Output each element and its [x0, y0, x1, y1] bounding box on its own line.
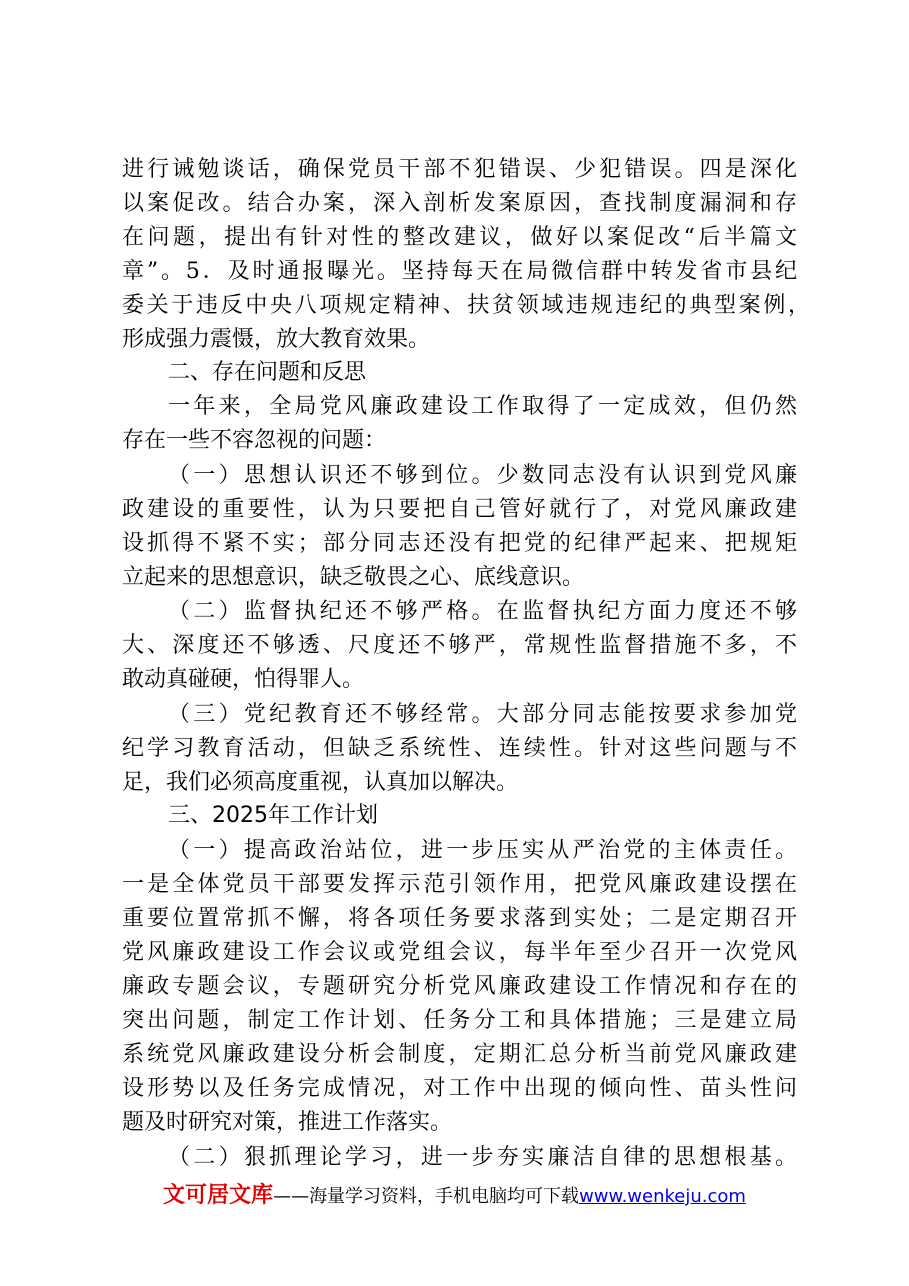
- text-line: 存在一些不容忽视的问题：: [122, 428, 387, 453]
- text-line: 纪学习教育活动，但缺乏系统性、连续性。针对这些问题与不: [122, 736, 801, 761]
- text-line: 以案促改。结合办案，深入剖析发案原因，查找制度漏洞和存: [122, 191, 801, 216]
- text-line: 在问题，提出有针对性的整改建议，做好以案促改“后半篇文: [122, 225, 801, 250]
- text-line: 党风廉政建设工作会议或党组会议，每半年至少召开一次党风: [122, 940, 801, 965]
- text-line: （二）狠抓理论学习，进一步夯实廉洁自律的思想根基。: [168, 1145, 801, 1170]
- text-line: 重要位置常抓不懈，将各项任务要求落到实处；二是定期召开: [122, 906, 801, 931]
- text-line: 进行诫勉谈话，确保党员干部不犯错误、少犯错误。四是深化: [122, 157, 801, 182]
- section-heading: 二、存在问题和反思: [168, 360, 367, 385]
- text-line: 题及时研究对策，推进工作落实。: [122, 1110, 453, 1135]
- text-line: 一是全体党员干部要发挥示范引领作用，把党风廉政建设摆在: [122, 872, 801, 897]
- text-line: 大、深度还不够透、尺度还不够严，常规性监督措施不多，不: [122, 633, 801, 658]
- footer-slogan: ——海量学习资料，手机电脑均可下载: [273, 1186, 580, 1207]
- text-line: 系统党风廉政建设分析会制度，定期汇总分析当前党风廉政建: [122, 1042, 801, 1067]
- text-line: 形成强力震慑，放大教育效果。: [122, 327, 431, 352]
- text-line: 章”。5．及时通报曝光。坚持每天在局微信群中转发省市县纪: [122, 259, 800, 284]
- footer-brand: 文可居文库: [163, 1183, 274, 1208]
- footer-url-link[interactable]: www.wenkeju.com: [579, 1186, 746, 1207]
- text-line: 设形势以及任务完成情况，对工作中出现的倾向性、苗头性问: [122, 1076, 801, 1101]
- text-line: 政建设的重要性，认为只要把自己管好就行了，对党风廉政建: [122, 497, 801, 522]
- text-line: 一年来，全局党风廉政建设工作取得了一定成效，但仍然: [168, 394, 801, 419]
- text-line: 突出问题，制定工作计划、任务分工和具体措施；三是建立局: [122, 1008, 801, 1033]
- text-line: 立起来的思想意识，缺乏敬畏之心、底线意识。: [122, 565, 585, 590]
- text-line: （三）党纪教育还不够经常。大部分同志能按要求参加党: [168, 702, 801, 727]
- text-line: 委关于违反中央八项规定精神、扶贫领域违规违纪的典型案例，: [122, 293, 813, 318]
- text-line: （二）监督执纪还不够严格。在监督执纪方面力度还不够: [168, 599, 801, 624]
- footer-banner: [0, 1181, 909, 1212]
- section-heading: 三、2025年工作计划: [168, 803, 378, 828]
- text-line: （一）思想认识还不够到位。少数同志没有认识到党风廉: [168, 463, 801, 488]
- text-line: （一）提高政治站位，进一步压实从严治党的主体责任。: [168, 838, 801, 863]
- text-line: 设抓得不紧不实；部分同志还没有把党的纪律严起来、把规矩: [122, 531, 801, 556]
- text-line: 廉政专题会议，专题研究分析党风廉政建设工作情况和存在的: [122, 974, 801, 999]
- text-line: 足，我们必须高度重视，认真加以解决。: [122, 770, 519, 795]
- text-line: 敢动真碰硬，怕得罪人。: [122, 667, 365, 692]
